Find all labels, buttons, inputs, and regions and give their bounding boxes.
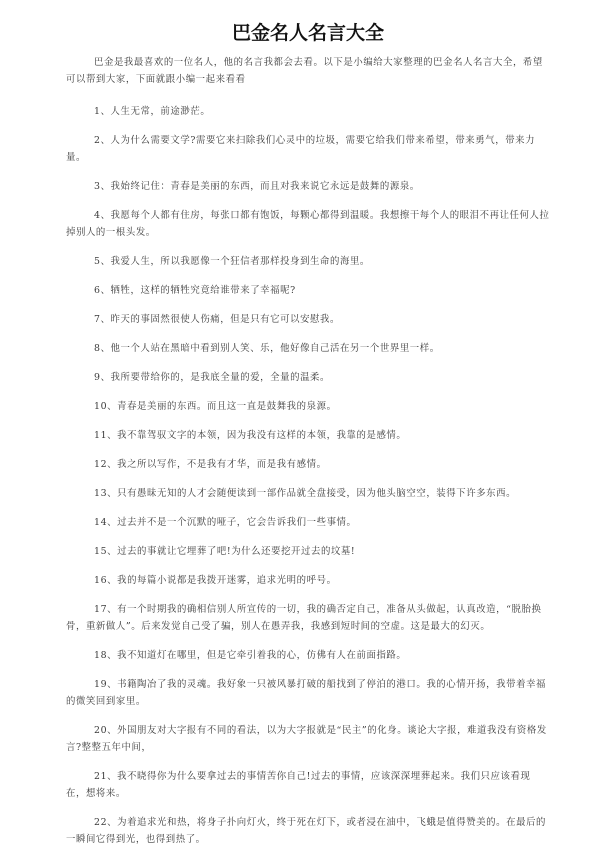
- quote-item: 1、人生无常，前途渺茫。: [94, 106, 211, 117]
- quote-item: 19、书籍陶冶了我的灵魂。我好象一只被风暴打破的船找到了停泊的港口。我的心情开扬，我带着幸福的微笑回到家里。: [66, 679, 547, 707]
- quote-item: 8、他一个人站在黑暗中看到别人笑、乐，他好像自己活在另一个世界里一样。: [94, 343, 440, 354]
- quote-item: 17、有一个时期我的确相信别人所宣传的一切，我的确否定自己，准备从头做起，认真改造，“脱胎换骨，重新做人”。后来发觉自己受了骗，别人在愚弄我，我感到短时间的空虚。这是最大的幻灭。: [66, 604, 542, 632]
- quote-item: 18、我不知道灯在哪里，但是它牵引着我的心，仿佛有人在前面指路。: [94, 650, 407, 661]
- quote-item: 7、昨天的事固然很使人伤痛，但是只有它可以安慰我。: [94, 314, 340, 325]
- quote-item: 22、为着追求光和热，将身子扑向灯火，终于死在灯下，或者浸在油中，飞蛾是值得赞美的。在最后的一瞬间它得到光，也得到热了。: [66, 817, 547, 845]
- quote-item: 15、过去的事就让它埋葬了吧!为什么还要挖开过去的坟墓!: [94, 546, 356, 557]
- quote-item: 11、我不靠驾驭文字的本领，因为我没有这样的本领，我靠的是感情。: [94, 430, 407, 441]
- quote-item: 4、我愿每个人都有住房，每张口都有饱饭，每颗心都得到温暖。我想擦干每个人的眼泪不再让任何人拉掉别人的一根头发。: [66, 210, 550, 238]
- quote-item: 12、我之所以写作，不是我有才华，而是我有感情。: [94, 459, 327, 470]
- quote-item: 9、我所要带给你的，是我底全量的爱，全量的温柔。: [94, 372, 330, 383]
- quote-item: 20、外国朋友对大字报有不同的看法，以为大字报就是“民主”的化身。谈论大字报，难道我没有资格发言?整整五年中间，: [66, 725, 547, 753]
- quote-item: 5、我爱人生，所以我愿像一个狂信者那样投身到生命的海里。: [94, 256, 370, 267]
- quote-item: 14、过去并不是一个沉默的哑子，它会告诉我们一些事情。: [94, 517, 357, 528]
- intro-paragraph: 巴金是我最喜欢的一位名人，他的名言我都会去看。以下是小编给大家整理的巴金名人名言大全，希望可以帮到大家，下面就跟小编一起来看看: [66, 57, 543, 85]
- quote-list: [66, 103, 550, 848]
- quote-item: 16、我的每篇小说都是我拨开迷雾，追求光明的呼号。: [94, 575, 337, 586]
- quote-item: 6、牺牲，这样的牺牲究竟给谁带来了幸福呢?: [94, 285, 296, 296]
- quote-item: 3、我始终记住：青春是美丽的东西，而且对我来说它永远是鼓舞的源泉。: [94, 181, 420, 192]
- quote-item: 21、我不晓得你为什么要拿过去的事情苦你自己!过去的事情，应该深深埋葬起来。我们只应该看现在，想将来。: [66, 771, 531, 799]
- page-title: 巴金名人名言大全: [231, 22, 384, 44]
- quote-item: 2、人为什么需要文学?需要它来扫除我们心灵中的垃圾，需要它给我们带来希望，带来勇气，带来力量。: [66, 135, 536, 163]
- quote-item: 10、青春是美丽的东西。而且这一直是鼓舞我的泉源。: [94, 401, 337, 412]
- quote-item: 13、只有愚昧无知的人才会随便读到一部作品就全盘接受，因为他头脑空空，装得下许多东西。: [94, 488, 517, 499]
